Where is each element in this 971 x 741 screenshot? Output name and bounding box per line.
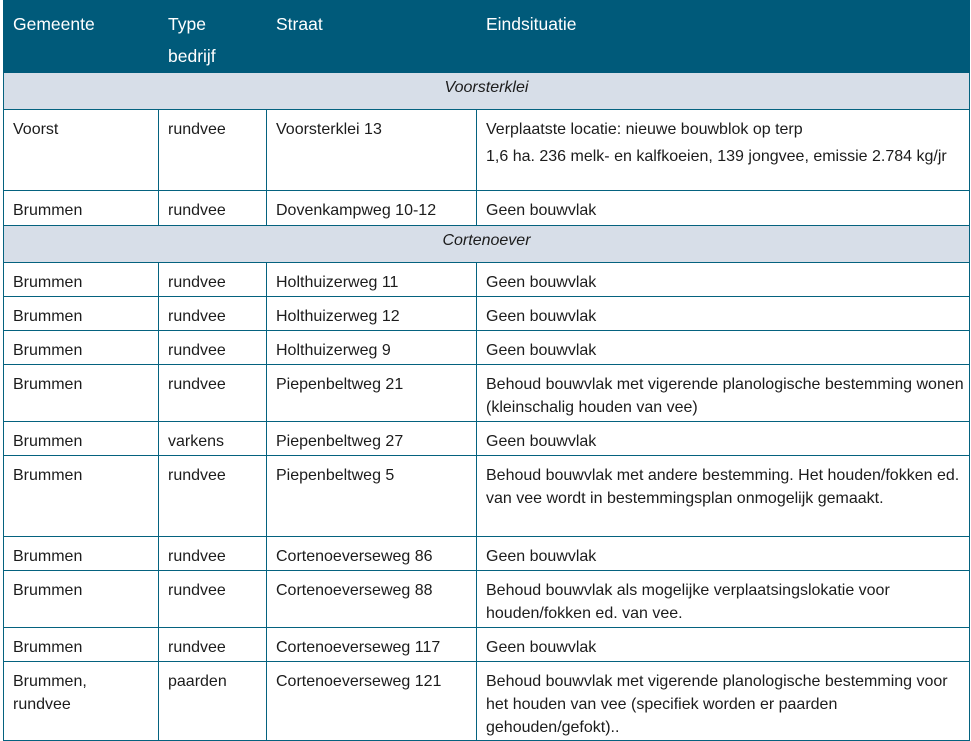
cell-gemeente: Brummen — [4, 422, 159, 456]
table-row — [4, 571, 970, 628]
header-type-bedrijf: Type bedrijf — [159, 1, 267, 73]
table-row — [4, 191, 970, 226]
cell-type: rundvee — [159, 456, 267, 537]
table-row — [4, 331, 970, 365]
eindsituatie-line1: Verplaatste locatie: nieuwe bouwblok op terp — [486, 121, 803, 138]
table-row — [4, 662, 970, 741]
cell-gemeente: Brummen — [4, 456, 159, 537]
cell-gemeente: Voorst — [4, 110, 159, 191]
cell-gemeente: Brummen — [4, 263, 159, 297]
table-row — [4, 297, 970, 331]
header-straat: Straat — [267, 1, 477, 73]
cell-type: rundvee — [159, 297, 267, 331]
table-row — [4, 365, 970, 422]
cell-type: rundvee — [159, 263, 267, 297]
cell-eindsituatie: Geen bouwvlak — [477, 537, 970, 571]
cell-eindsituatie: Behoud bouwvlak als mogelijke verplaatsingslokatie voor houden/fokken ed. van vee. — [477, 571, 970, 628]
section-title: Cortenoever — [4, 226, 970, 263]
cell-straat: Dovenkampweg 10-12 — [267, 191, 477, 226]
cell-straat: Voorsterklei 13 — [267, 110, 477, 191]
cell-type: rundvee — [159, 537, 267, 571]
cell-type: rundvee — [159, 110, 267, 191]
cell-straat: Piepenbeltweg 27 — [267, 422, 477, 456]
farm-table — [3, 0, 970, 741]
cell-gemeente: Brummen — [4, 571, 159, 628]
cell-gemeente: Brummen — [4, 331, 159, 365]
cell-eindsituatie — [477, 110, 970, 191]
cell-gemeente: Brummen — [4, 537, 159, 571]
cell-eindsituatie: Geen bouwvlak — [477, 628, 970, 662]
cell-type: varkens — [159, 422, 267, 456]
header-gemeente: Gemeente — [4, 1, 159, 73]
cell-straat: Holthuizerweg 9 — [267, 331, 477, 365]
table-row — [4, 537, 970, 571]
cell-straat: Cortenoeverseweg 86 — [267, 537, 477, 571]
cell-type: rundvee — [159, 331, 267, 365]
cell-type: paarden — [159, 662, 267, 741]
table-row — [4, 422, 970, 456]
section-title: Voorsterklei — [4, 73, 970, 110]
header-row — [4, 1, 970, 73]
cell-straat: Piepenbeltweg 5 — [267, 456, 477, 537]
cell-straat: Holthuizerweg 12 — [267, 297, 477, 331]
cell-eindsituatie: Geen bouwvlak — [477, 263, 970, 297]
cell-gemeente: Brummen, rundvee — [4, 662, 159, 741]
cell-eindsituatie: Behoud bouwvlak met andere bestemming. Het houden/fokken ed. van vee wordt in bestemmingsplan onmogelijk gemaakt. — [477, 456, 970, 537]
cell-eindsituatie: Behoud bouwvlak met vigerende planologische bestemming voor het houden van vee (specifiek worden er paarden gehouden/gefokt).. — [477, 662, 970, 741]
section-row — [4, 226, 970, 263]
table-row — [4, 456, 970, 537]
cell-straat: Cortenoeverseweg 121 — [267, 662, 477, 741]
cell-eindsituatie: Geen bouwvlak — [477, 422, 970, 456]
cell-gemeente: Brummen — [4, 365, 159, 422]
cell-type: rundvee — [159, 628, 267, 662]
cell-straat: Cortenoeverseweg 117 — [267, 628, 477, 662]
cell-eindsituatie: Behoud bouwvlak met vigerende planologische bestemming wonen (kleinschalig houden van vee) — [477, 365, 970, 422]
cell-type: rundvee — [159, 191, 267, 226]
table-row — [4, 110, 970, 191]
cell-gemeente: Brummen — [4, 628, 159, 662]
header-eindsituatie: Eindsituatie — [477, 1, 970, 73]
cell-straat: Holthuizerweg 11 — [267, 263, 477, 297]
cell-gemeente: Brummen — [4, 191, 159, 226]
cell-straat: Cortenoeverseweg 88 — [267, 571, 477, 628]
eindsituatie-line2: 1,6 ha. 236 melk- en kalfkoeien, 139 jongvee, emissie 2.784 kg/jr — [486, 148, 947, 165]
section-row — [4, 73, 970, 110]
cell-type: rundvee — [159, 365, 267, 422]
table-row — [4, 628, 970, 662]
table-row — [4, 263, 970, 297]
cell-gemeente: Brummen — [4, 297, 159, 331]
cell-straat: Piepenbeltweg 21 — [267, 365, 477, 422]
cell-type: rundvee — [159, 571, 267, 628]
cell-eindsituatie: Geen bouwvlak — [477, 297, 970, 331]
cell-eindsituatie: Geen bouwvlak — [477, 331, 970, 365]
cell-eindsituatie: Geen bouwvlak — [477, 191, 970, 226]
